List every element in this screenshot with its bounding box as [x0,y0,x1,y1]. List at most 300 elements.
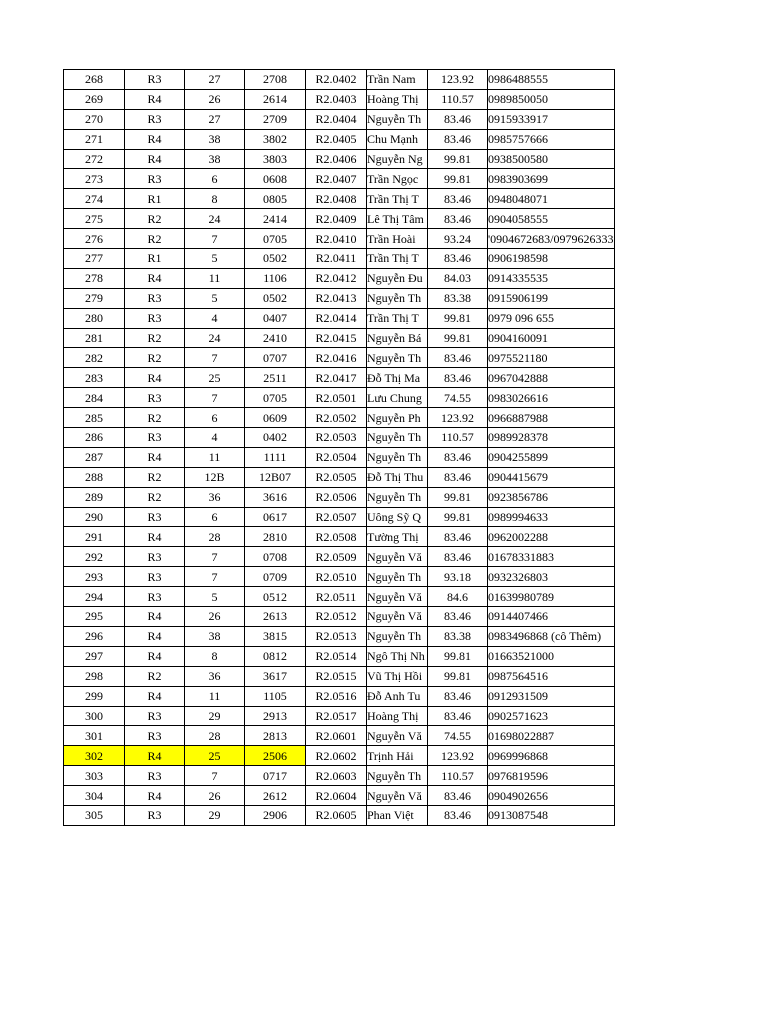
cell-owner-name[interactable] [367,129,428,149]
cell-text-name: Trần Thị T [367,251,419,266]
cell-block: R3 [125,388,185,408]
cell-apartment: 1105 [245,686,306,706]
cell-text-phone: 0913087548 [488,808,548,823]
cell-apartment: 0717 [245,766,306,786]
cell-phone[interactable] [488,626,615,646]
cell-phone[interactable] [488,89,615,109]
cell-floor: 28 [185,726,245,746]
cell-apartment: 0805 [245,189,306,209]
cell-owner-name[interactable] [367,706,428,726]
cell-text-name: Vũ Thị Hồi [367,669,423,684]
cell-contract-code: R2.0517 [306,706,367,726]
cell-block: R4 [125,149,185,169]
cell-area: 99.81 [428,149,488,169]
cell-owner-name[interactable] [367,268,428,288]
cell-apartment: 0617 [245,507,306,527]
cell-owner-name[interactable] [367,70,428,90]
cell-area: 123.92 [428,746,488,766]
cell-floor: 38 [185,129,245,149]
cell-floor: 7 [185,388,245,408]
cell-floor: 38 [185,149,245,169]
cell-text-name: Nguyễn Bá [367,331,422,346]
cell-stt: 278 [64,268,125,288]
table-row [64,786,615,806]
cell-stt: 299 [64,686,125,706]
cell-text-name: Ngô Thị Nh [367,649,425,664]
cell-owner-name[interactable] [367,726,428,746]
cell-apartment: 3616 [245,487,306,507]
cell-text-name: Nguyễn Đu [367,271,423,286]
cell-owner-name[interactable] [367,109,428,129]
cell-owner-name[interactable] [367,587,428,607]
cell-stt: 268 [64,70,125,90]
cell-stt: 293 [64,567,125,587]
cell-floor: 38 [185,626,245,646]
cell-floor: 28 [185,527,245,547]
cell-text-name: Trần Thị T [367,311,419,326]
cell-phone[interactable] [488,507,615,527]
cell-phone[interactable] [488,706,615,726]
cell-text-name: Nguyễn Th [367,430,422,445]
cell-contract-code: R2.0416 [306,348,367,368]
cell-text-name: Nguyễn Th [367,768,422,783]
cell-text-phone: 01639980789 [488,589,554,604]
cell-area: 99.81 [428,666,488,686]
cell-stt: 281 [64,328,125,348]
cell-owner-name[interactable] [367,229,428,249]
cell-apartment: 0502 [245,249,306,269]
cell-text-phone: 0983903699 [488,171,548,186]
cell-owner-name[interactable] [367,786,428,806]
cell-text-name: Trần Hoài [367,231,416,246]
cell-block: R1 [125,189,185,209]
table-row [64,249,615,269]
table-row [64,607,615,627]
cell-text-phone: 0979 096 655 [488,311,554,326]
cell-block: R3 [125,507,185,527]
cell-owner-name[interactable] [367,626,428,646]
cell-owner-name[interactable] [367,447,428,467]
cell-apartment: 2810 [245,527,306,547]
cell-stt: 282 [64,348,125,368]
cell-phone[interactable] [488,726,615,746]
cell-phone[interactable] [488,467,615,487]
cell-apartment: 3803 [245,149,306,169]
cell-text-phone: 0912931509 [488,689,548,704]
cell-contract-code: R2.0409 [306,209,367,229]
cell-owner-name[interactable] [367,169,428,189]
cell-area: 74.55 [428,388,488,408]
cell-block: R3 [125,766,185,786]
cell-owner-name[interactable] [367,89,428,109]
cell-owner-name[interactable] [367,746,428,766]
cell-phone[interactable] [488,70,615,90]
table-row [64,388,615,408]
cell-apartment: 2708 [245,70,306,90]
cell-contract-code: R2.0408 [306,189,367,209]
cell-apartment: 2506 [245,746,306,766]
cell-apartment: 2614 [245,89,306,109]
cell-contract-code: R2.0511 [306,587,367,607]
table-row [64,547,615,567]
cell-text-name: Hoàng Thị [367,92,419,107]
cell-contract-code: R2.0512 [306,607,367,627]
cell-contract-code: R2.0501 [306,388,367,408]
cell-phone[interactable] [488,587,615,607]
cell-area: 99.81 [428,308,488,328]
cell-floor: 27 [185,109,245,129]
cell-area: 83.46 [428,447,488,467]
cell-text-phone: 01698022887 [488,728,554,743]
cell-text-phone: 0904902656 [488,788,548,803]
cell-area: 83.46 [428,786,488,806]
cell-phone[interactable] [488,527,615,547]
cell-stt: 303 [64,766,125,786]
cell-text-name: Trần Ngọc [367,171,419,186]
cell-floor: 36 [185,666,245,686]
cell-block: R2 [125,328,185,348]
cell-stt: 301 [64,726,125,746]
cell-area: 110.57 [428,428,488,448]
cell-phone[interactable] [488,288,615,308]
cell-block: R1 [125,249,185,269]
cell-text-name: Phan Việt [367,808,414,823]
cell-owner-name[interactable] [367,149,428,169]
cell-stt: 287 [64,447,125,467]
cell-floor: 5 [185,587,245,607]
cell-apartment: 0402 [245,428,306,448]
cell-area: 99.81 [428,169,488,189]
cell-phone[interactable] [488,308,615,328]
cell-phone[interactable] [488,388,615,408]
cell-contract-code: R2.0404 [306,109,367,129]
cell-contract-code: R2.0507 [306,507,367,527]
cell-contract-code: R2.0510 [306,567,367,587]
table-row [64,467,615,487]
cell-owner-name[interactable] [367,607,428,627]
apartment-owner-table [63,69,615,826]
cell-text-phone: 0983496868 (cô Thêm) [488,629,602,644]
cell-owner-name[interactable] [367,288,428,308]
cell-area: 99.81 [428,646,488,666]
cell-stt: 286 [64,428,125,448]
cell-text-name: Nguyễn Th [367,490,422,505]
cell-area: 83.46 [428,129,488,149]
cell-block: R4 [125,89,185,109]
cell-floor: 24 [185,209,245,229]
cell-floor: 6 [185,408,245,428]
cell-text-name: Nguyễn Th [367,569,422,584]
cell-area: 83.46 [428,547,488,567]
cell-text-phone: 0914407466 [488,609,548,624]
cell-text-phone: 01663521000 [488,649,554,664]
cell-block: R4 [125,626,185,646]
table-row [64,189,615,209]
cell-phone[interactable] [488,189,615,209]
cell-area: 83.46 [428,209,488,229]
cell-owner-name[interactable] [367,487,428,507]
cell-owner-name[interactable] [367,408,428,428]
cell-apartment: 1111 [245,447,306,467]
cell-contract-code: R2.0415 [306,328,367,348]
cell-phone[interactable] [488,129,615,149]
cell-apartment: 0705 [245,388,306,408]
cell-phone[interactable] [488,746,615,766]
cell-owner-name[interactable] [367,646,428,666]
cell-floor: 26 [185,89,245,109]
cell-area: 84.6 [428,587,488,607]
cell-text-name: Đỗ Anh Tu [367,689,421,704]
cell-floor: 7 [185,567,245,587]
table-row [64,308,615,328]
cell-area: 83.38 [428,626,488,646]
cell-phone[interactable] [488,169,615,189]
cell-block: R4 [125,527,185,547]
cell-phone[interactable] [488,766,615,786]
cell-text-name: Nguyễn Th [367,629,422,644]
table-row [64,268,615,288]
cell-apartment: 0812 [245,646,306,666]
cell-area: 83.46 [428,109,488,129]
cell-floor: 24 [185,328,245,348]
cell-floor: 36 [185,487,245,507]
cell-floor: 4 [185,428,245,448]
cell-phone[interactable] [488,229,615,249]
cell-owner-name[interactable] [367,428,428,448]
table-row [64,169,615,189]
cell-owner-name[interactable] [367,686,428,706]
cell-block: R3 [125,169,185,189]
table-row [64,587,615,607]
cell-stt: 279 [64,288,125,308]
cell-text-phone: 0986488555 [488,72,548,87]
cell-block: R4 [125,646,185,666]
cell-apartment: 0708 [245,547,306,567]
cell-area: 84.03 [428,268,488,288]
cell-floor: 26 [185,607,245,627]
cell-block: R2 [125,348,185,368]
cell-text-phone: 0904058555 [488,211,548,226]
cell-floor: 5 [185,288,245,308]
cell-floor: 11 [185,686,245,706]
cell-owner-name[interactable] [367,467,428,487]
cell-text-name: Nguyễn Th [367,450,422,465]
cell-text-phone: 0948048071 [488,191,548,206]
cell-apartment: 2410 [245,328,306,348]
cell-owner-name[interactable] [367,209,428,229]
cell-area: 83.46 [428,527,488,547]
cell-contract-code: R2.0417 [306,368,367,388]
cell-text-phone: 0966887988 [488,410,548,425]
cell-apartment: 0502 [245,288,306,308]
cell-area: 83.46 [428,368,488,388]
cell-owner-name[interactable] [367,308,428,328]
cell-text-name: Trần Thị T [367,191,419,206]
table-row [64,567,615,587]
cell-text-name: Nguyễn Vă [367,609,422,624]
cell-text-phone: 0904255899 [488,450,548,465]
table-row [64,527,615,547]
cell-apartment: 0512 [245,587,306,607]
cell-owner-name[interactable] [367,805,428,825]
cell-contract-code: R2.0407 [306,169,367,189]
cell-text-phone: 0915906199 [488,291,548,306]
cell-area: 110.57 [428,766,488,786]
cell-stt: 304 [64,786,125,806]
cell-text-phone: 0938500580 [488,152,548,166]
cell-stt: 292 [64,547,125,567]
cell-text-name: Đỗ Thị Thu [367,470,424,485]
cell-apartment: 2613 [245,607,306,627]
cell-text-name: Tường Thị [367,529,419,544]
table-row [64,428,615,448]
cell-contract-code: R2.0603 [306,766,367,786]
cell-stt: 283 [64,368,125,388]
cell-text-phone: 0987564516 [488,669,548,684]
cell-phone[interactable] [488,268,615,288]
cell-text-name: Nguyễn Vă [367,589,422,604]
cell-phone[interactable] [488,408,615,428]
cell-block: R2 [125,209,185,229]
cell-contract-code: R2.0412 [306,268,367,288]
cell-area: 93.18 [428,567,488,587]
cell-phone[interactable] [488,348,615,368]
cell-contract-code: R2.0515 [306,666,367,686]
cell-phone[interactable] [488,428,615,448]
cell-text-phone: 0975521180 [488,350,548,365]
cell-contract-code: R2.0402 [306,70,367,90]
cell-block: R2 [125,666,185,686]
cell-contract-code: R2.0403 [306,89,367,109]
cell-owner-name[interactable] [367,189,428,209]
cell-owner-name[interactable] [367,567,428,587]
table-row [64,706,615,726]
cell-floor: 4 [185,308,245,328]
table-row [64,666,615,686]
cell-owner-name[interactable] [367,328,428,348]
cell-text-phone: 0915933917 [488,112,548,127]
cell-area: 123.92 [428,408,488,428]
cell-phone[interactable] [488,547,615,567]
cell-text-phone: 0914335535 [488,271,548,286]
cell-text-name: Nguyễn Ph [367,410,421,425]
cell-phone[interactable] [488,249,615,269]
cell-area: 110.57 [428,89,488,109]
cell-contract-code: R2.0514 [306,646,367,666]
table-row [64,487,615,507]
cell-phone[interactable] [488,328,615,348]
cell-phone[interactable] [488,368,615,388]
cell-phone[interactable] [488,805,615,825]
cell-phone[interactable] [488,646,615,666]
table-row [64,726,615,746]
cell-stt: 291 [64,527,125,547]
cell-phone[interactable] [488,607,615,627]
cell-apartment: 12B07 [245,467,306,487]
cell-text-name: Nguyễn Vă [367,788,422,803]
table-row [64,229,615,249]
cell-text-phone: 0969996868 [488,748,548,763]
cell-owner-name[interactable] [367,507,428,527]
cell-phone[interactable] [488,447,615,467]
cell-area: 99.81 [428,328,488,348]
cell-text-name: Hoàng Thị [367,708,419,723]
cell-block: R3 [125,726,185,746]
table-row [64,109,615,129]
cell-owner-name[interactable] [367,547,428,567]
cell-owner-name[interactable] [367,666,428,686]
cell-block: R3 [125,109,185,129]
cell-phone[interactable] [488,666,615,686]
cell-block: R3 [125,587,185,607]
cell-floor: 8 [185,189,245,209]
cell-text-name: Lưu Chung [367,390,422,405]
cell-floor: 7 [185,348,245,368]
cell-owner-name[interactable] [367,348,428,368]
cell-phone[interactable] [488,487,615,507]
cell-apartment: 1106 [245,268,306,288]
cell-text-name: Nguyễn Vă [367,549,422,564]
cell-text-name: Nguyễn Ng [367,152,423,166]
cell-area: 83.46 [428,249,488,269]
cell-contract-code: R2.0411 [306,249,367,269]
table-row [64,129,615,149]
cell-owner-name[interactable] [367,388,428,408]
cell-apartment: 0608 [245,169,306,189]
cell-phone[interactable] [488,149,615,169]
cell-stt: 284 [64,388,125,408]
cell-contract-code: R2.0406 [306,149,367,169]
cell-stt: 302 [64,746,125,766]
cell-owner-name[interactable] [367,766,428,786]
table-row [64,149,615,169]
cell-apartment: 0705 [245,229,306,249]
cell-owner-name[interactable] [367,368,428,388]
cell-stt: 297 [64,646,125,666]
cell-floor: 11 [185,268,245,288]
table-row [64,408,615,428]
cell-text-name: Lê Thị Tâm [367,211,424,226]
cell-block: R2 [125,467,185,487]
cell-stt: 298 [64,666,125,686]
cell-phone[interactable] [488,686,615,706]
table-body [64,70,615,826]
cell-owner-name[interactable] [367,249,428,269]
cell-phone[interactable] [488,786,615,806]
cell-floor: 6 [185,169,245,189]
cell-contract-code: R2.0604 [306,786,367,806]
cell-text-name: Đỗ Thị Ma [367,370,421,385]
cell-text-name: Uông Sỹ Q [367,510,422,525]
cell-floor: 8 [185,646,245,666]
cell-apartment: 2612 [245,786,306,806]
cell-text-name: Trịnh Hải [367,748,414,763]
cell-phone[interactable] [488,209,615,229]
cell-phone[interactable] [488,109,615,129]
cell-block: R2 [125,229,185,249]
cell-apartment: 0707 [245,348,306,368]
cell-block: R3 [125,70,185,90]
cell-area: 93.24 [428,229,488,249]
cell-contract-code: R2.0504 [306,447,367,467]
table-row [64,646,615,666]
cell-phone[interactable] [488,567,615,587]
cell-contract-code: R2.0502 [306,408,367,428]
cell-owner-name[interactable] [367,527,428,547]
cell-stt: 296 [64,626,125,646]
cell-contract-code: R2.0413 [306,288,367,308]
table-row [64,209,615,229]
